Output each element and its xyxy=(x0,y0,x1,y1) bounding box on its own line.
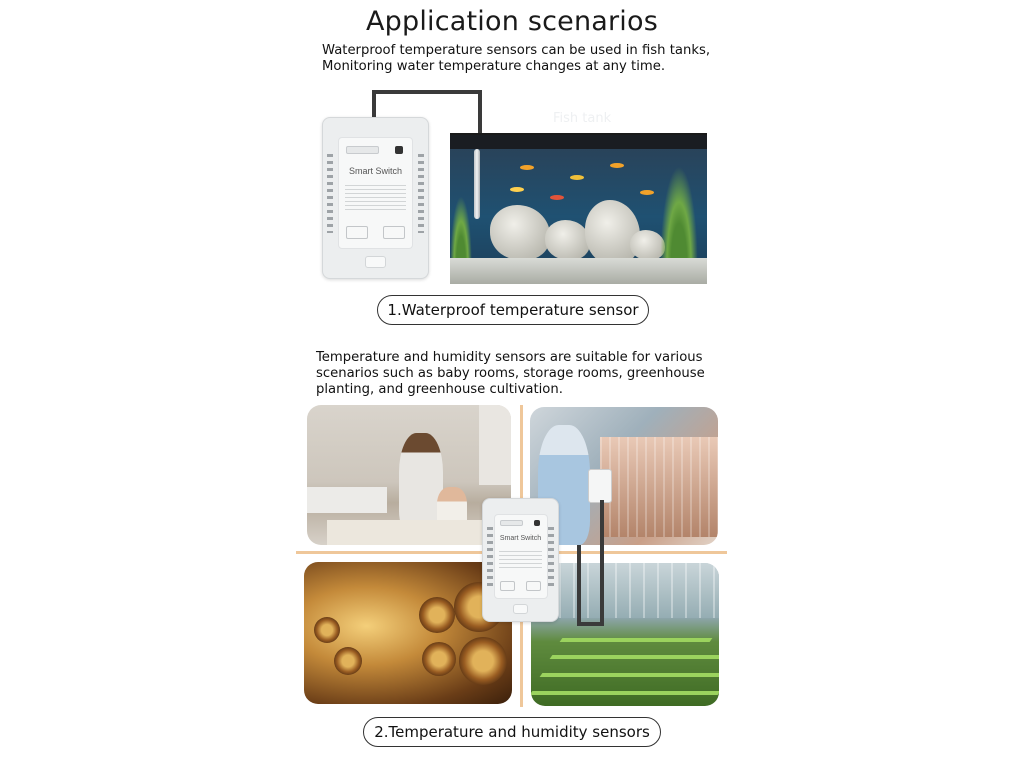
fish xyxy=(550,195,564,200)
sensor-cable xyxy=(577,545,581,625)
greenhouse-photo xyxy=(531,563,719,706)
rock xyxy=(585,200,640,265)
barrel xyxy=(459,637,507,685)
barrel xyxy=(419,597,455,633)
crop-row xyxy=(540,673,719,677)
section2-description-line: scenarios such as baby rooms, storage rooms, greenhouse xyxy=(316,366,705,381)
hygrometer xyxy=(588,469,612,503)
temperature-probe xyxy=(474,149,480,219)
terminal-out xyxy=(526,581,542,591)
terminal-in xyxy=(346,226,368,239)
cages xyxy=(600,437,718,537)
crop-row xyxy=(531,691,719,695)
barrel xyxy=(422,642,456,676)
device-face xyxy=(338,137,414,249)
section1-caption: 1.Waterproof temperature sensor xyxy=(377,295,649,325)
section1-description xyxy=(322,43,742,75)
mount-tab xyxy=(513,604,528,614)
section1-description-line: Monitoring water temperature changes at any time. xyxy=(322,59,666,74)
section2-description-line: planting, and greenhouse cultivation. xyxy=(316,382,563,397)
vent-right xyxy=(548,523,554,586)
status-led xyxy=(395,146,404,154)
terminal-out xyxy=(383,226,405,239)
barrel xyxy=(334,647,362,675)
fish-tank-label: Fish tank xyxy=(553,111,612,126)
fish xyxy=(640,190,654,195)
crop-row xyxy=(550,655,719,659)
fish xyxy=(520,165,534,170)
device-spec-text xyxy=(499,548,543,571)
vent-left xyxy=(487,523,493,586)
section2-description-line: Temperature and humidity sensors are suitable for various xyxy=(316,350,703,365)
sideboard xyxy=(307,487,387,513)
aquarium-plant xyxy=(450,196,472,266)
greenhouse-roof xyxy=(531,563,719,618)
section2-description xyxy=(316,350,736,398)
terminal-in xyxy=(500,581,516,591)
aquarium-plant xyxy=(660,166,698,266)
device-brand: Smart Switch xyxy=(499,535,542,543)
vent-left xyxy=(327,150,333,233)
fish xyxy=(610,163,624,168)
fish-tank-photo xyxy=(450,133,707,284)
barrel xyxy=(314,617,340,643)
device-face xyxy=(494,514,548,599)
smart-switch-device xyxy=(322,117,429,279)
rock xyxy=(490,205,550,260)
sensor-cable xyxy=(600,500,604,626)
smart-switch-device xyxy=(482,498,559,622)
reset-slot xyxy=(346,146,379,154)
reset-slot xyxy=(500,520,523,526)
section1-description-line: Waterproof temperature sensors can be used in fish tanks, xyxy=(322,43,711,58)
baby-room-photo xyxy=(307,405,511,545)
rock xyxy=(545,220,590,260)
fish xyxy=(570,175,584,180)
device-spec-text xyxy=(345,182,407,213)
window xyxy=(479,405,511,485)
crop-row xyxy=(560,638,713,642)
page-title: Application scenarios xyxy=(365,6,658,37)
gravel xyxy=(450,258,707,284)
status-led xyxy=(534,520,540,526)
vent-right xyxy=(418,150,424,233)
wine-cellar-photo xyxy=(304,562,512,704)
fish xyxy=(510,187,524,192)
mount-tab xyxy=(365,256,386,269)
device-brand: Smart Switch xyxy=(348,165,402,176)
section2-caption: 2.Temperature and humidity sensors xyxy=(363,717,661,747)
sensor-cable xyxy=(372,90,482,94)
